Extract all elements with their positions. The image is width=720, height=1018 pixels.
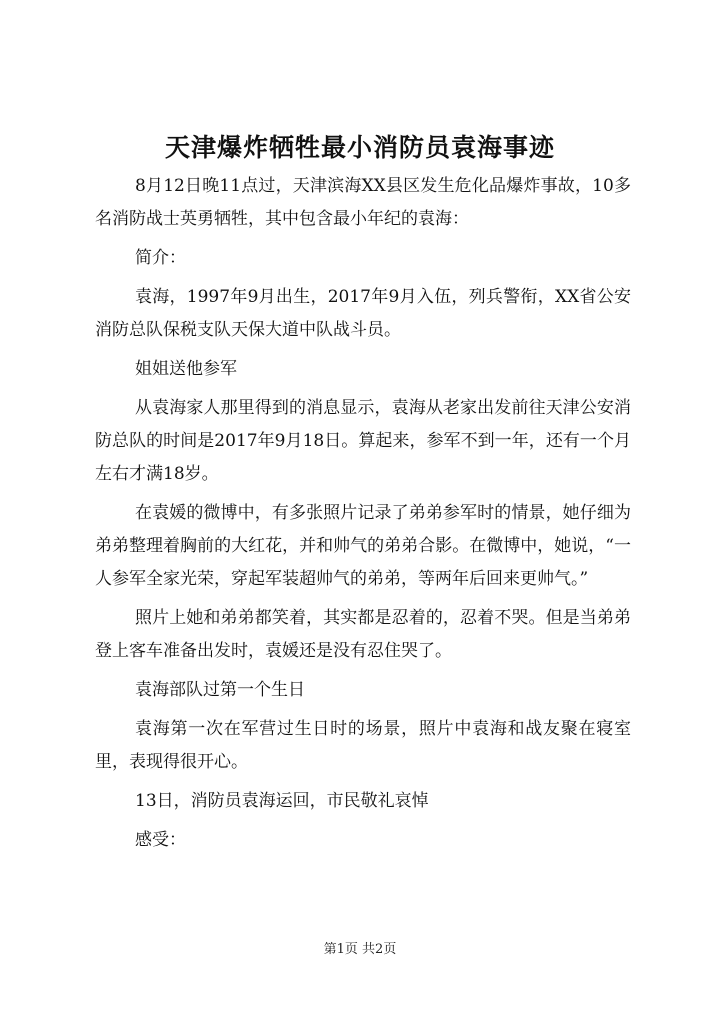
- page-number: 第1页 共2页: [323, 942, 397, 957]
- paragraph-intro: 8月12日晚11点过，天津滨海XX县区发生危化品爆炸事故，10多名消防战士英勇牺牲，其中包含最小年纪的袁海：: [95, 176, 631, 229]
- document-title: 天津爆炸牺牲最小消防员袁海事迹: [164, 133, 555, 162]
- document-body: [95, 170, 631, 863]
- paragraph-profile: 袁海，1997年9月出生，2017年9月入伍，列兵警衔，XX省公安消防总队保税支队天保大道中队战斗员。: [95, 287, 631, 340]
- heading-profile: 简介：: [135, 248, 186, 268]
- paragraph-enlistment: 从袁海家人那里得到的消息显示，袁海从老家出发前往天津公安消防总队的时间是2017年9月18日。算起来，参军不到一年，还有一个月左右才满18岁。: [95, 398, 631, 484]
- paragraph-weibo: 在袁媛的微博中，有多张照片记录了弟弟参军时的情景，她仔细为弟弟整理着胸前的大红花，并和帅气的弟弟合影。在微博中，她说，“一人参军全家光荣，穿起军装超帅气的弟弟，等两年后回来更帅气。”: [95, 503, 631, 589]
- heading-sister: 姐姐送他参军: [135, 359, 237, 379]
- heading-feelings: 感受：: [135, 830, 186, 850]
- paragraph-birthday: 袁海第一次在军营过生日时的场景，照片中袁海和战友聚在寝室里，表现得很开心。: [95, 719, 631, 772]
- heading-return: 13日，消防员袁海运回，市民敬礼哀悼: [135, 791, 429, 811]
- heading-birthday: 袁海部队过第一个生日: [135, 680, 305, 700]
- paragraph-photos: 照片上她和弟弟都笑着，其实都是忍着的，忍着不哭。但是当弟弟登上客车准备出发时，袁媛还是没有忍住哭了。: [95, 608, 631, 661]
